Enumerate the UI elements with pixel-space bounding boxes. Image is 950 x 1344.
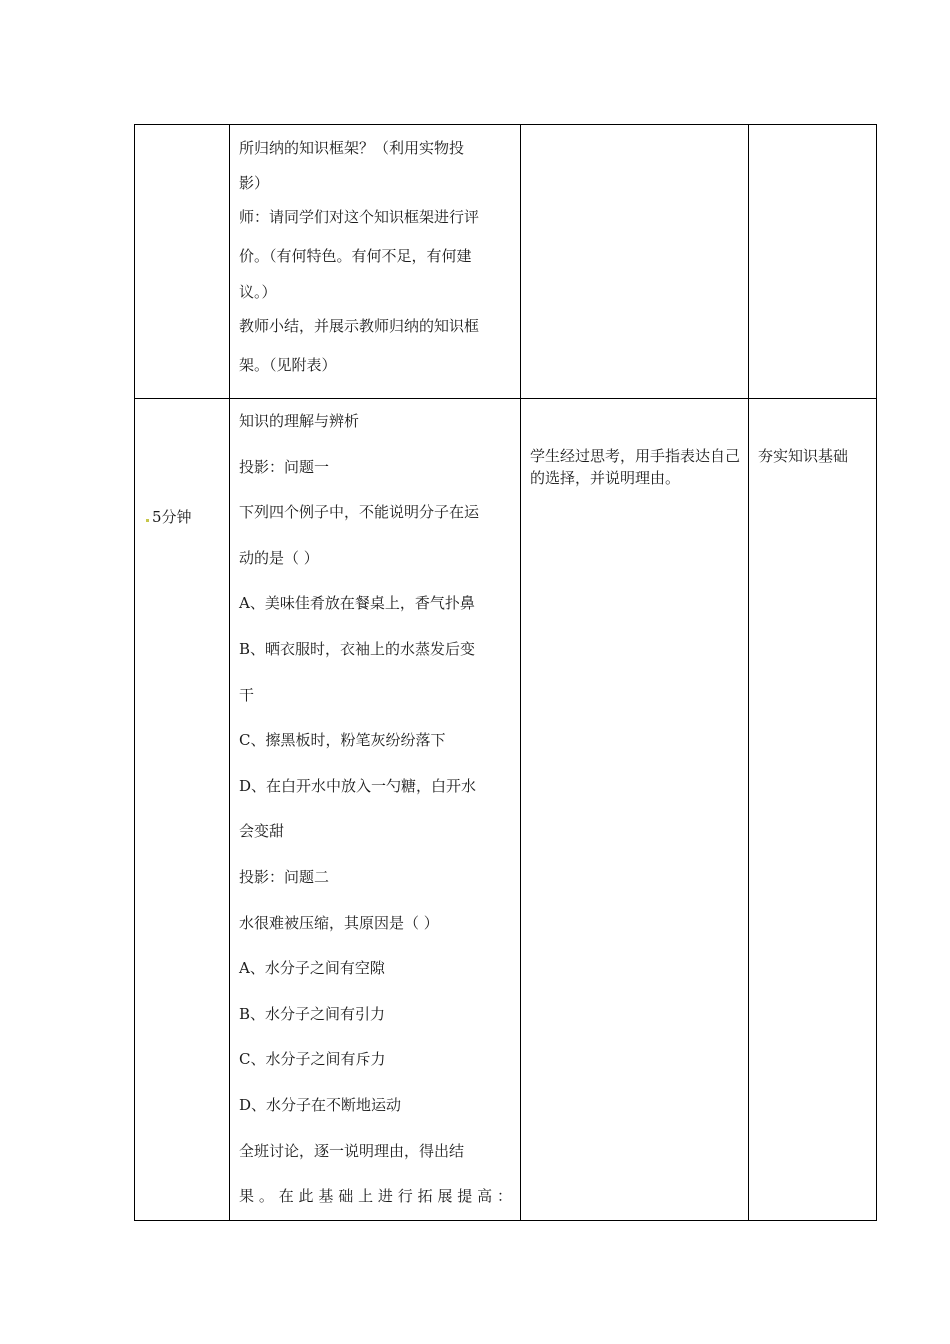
content-line: B、晒衣服时，衣袖上的水蒸发后变 [239,639,476,658]
time-label: 5分钟 [152,508,192,526]
content-line: 议。） [239,282,277,301]
design-intent-cell [749,399,877,1221]
content-line: 全班讨论，逐一说明理由，得出结 [239,1141,465,1160]
char: 果 [239,1187,255,1206]
content-line: 师：请同学们对这个知识框架进行评 [239,208,480,227]
content-line: D、水分子在不断地运动 [239,1095,402,1114]
content-line: 教师小结，并展示教师归纳的知识框 [239,316,480,335]
char: ： [496,1187,512,1206]
content-line-justified [239,1174,512,1220]
content-line: A、美味佳肴放在餐桌上，香气扑鼻 [239,594,475,613]
content-line: D、在白开水中放入一勺糖，白开水 [239,776,477,795]
char: 提 [457,1187,473,1206]
content-line: 投影：问题二 [239,867,330,886]
char: 高 [477,1187,493,1206]
content-line: 价。（有何特色。有何不足，有何建 [239,247,472,266]
content-line: 架。（见附表） [239,355,337,374]
char: 进 [377,1187,393,1206]
content-line: 所归纳的知识框架？（利用实物投 [239,139,465,157]
student-activity-cell [521,399,749,1221]
content-line: 水很难被压缩，其原因是（ ） [239,913,439,932]
char: 此 [298,1187,314,1206]
table-row [135,125,877,399]
content-line: 动的是（ ） [239,548,319,567]
content-line: 下列四个例子中，不能说明分子在运 [239,503,480,522]
content-cell [230,399,521,1221]
content-line: A、水分子之间有空隙 [239,959,385,978]
char: 在 [278,1187,294,1206]
content-line: 干 [239,685,255,704]
student-activity-text: 学生经过思考，用手指表达自己的选择，并说明理由。 [530,447,741,487]
content-line: 知识的理解与辨析 [239,412,360,430]
content-line: 会变甜 [239,822,285,841]
marker-dot [146,519,149,522]
char: 上 [358,1187,374,1206]
char: 展 [437,1187,453,1206]
content-line: C、擦黑板时，粉笔灰纷纷落下 [239,731,446,750]
lesson-plan-table [134,124,877,1221]
student-activity-cell [521,125,749,399]
design-intent-cell [749,125,877,399]
content-cell [230,125,521,399]
char: 行 [397,1187,413,1206]
char: 础 [338,1187,354,1206]
design-intent-text: 夯实知识基础 [758,447,849,465]
content-line: C、水分子之间有斥力 [239,1050,386,1069]
content-line: B、水分子之间有引力 [239,1004,386,1023]
char: 。 [258,1187,274,1206]
time-cell [135,399,230,1221]
time-cell [135,125,230,399]
char: 拓 [417,1187,433,1206]
content-line: 影） [239,174,270,193]
table-row [135,399,877,1221]
char: 基 [318,1187,334,1206]
content-line: 投影：问题一 [239,457,330,476]
